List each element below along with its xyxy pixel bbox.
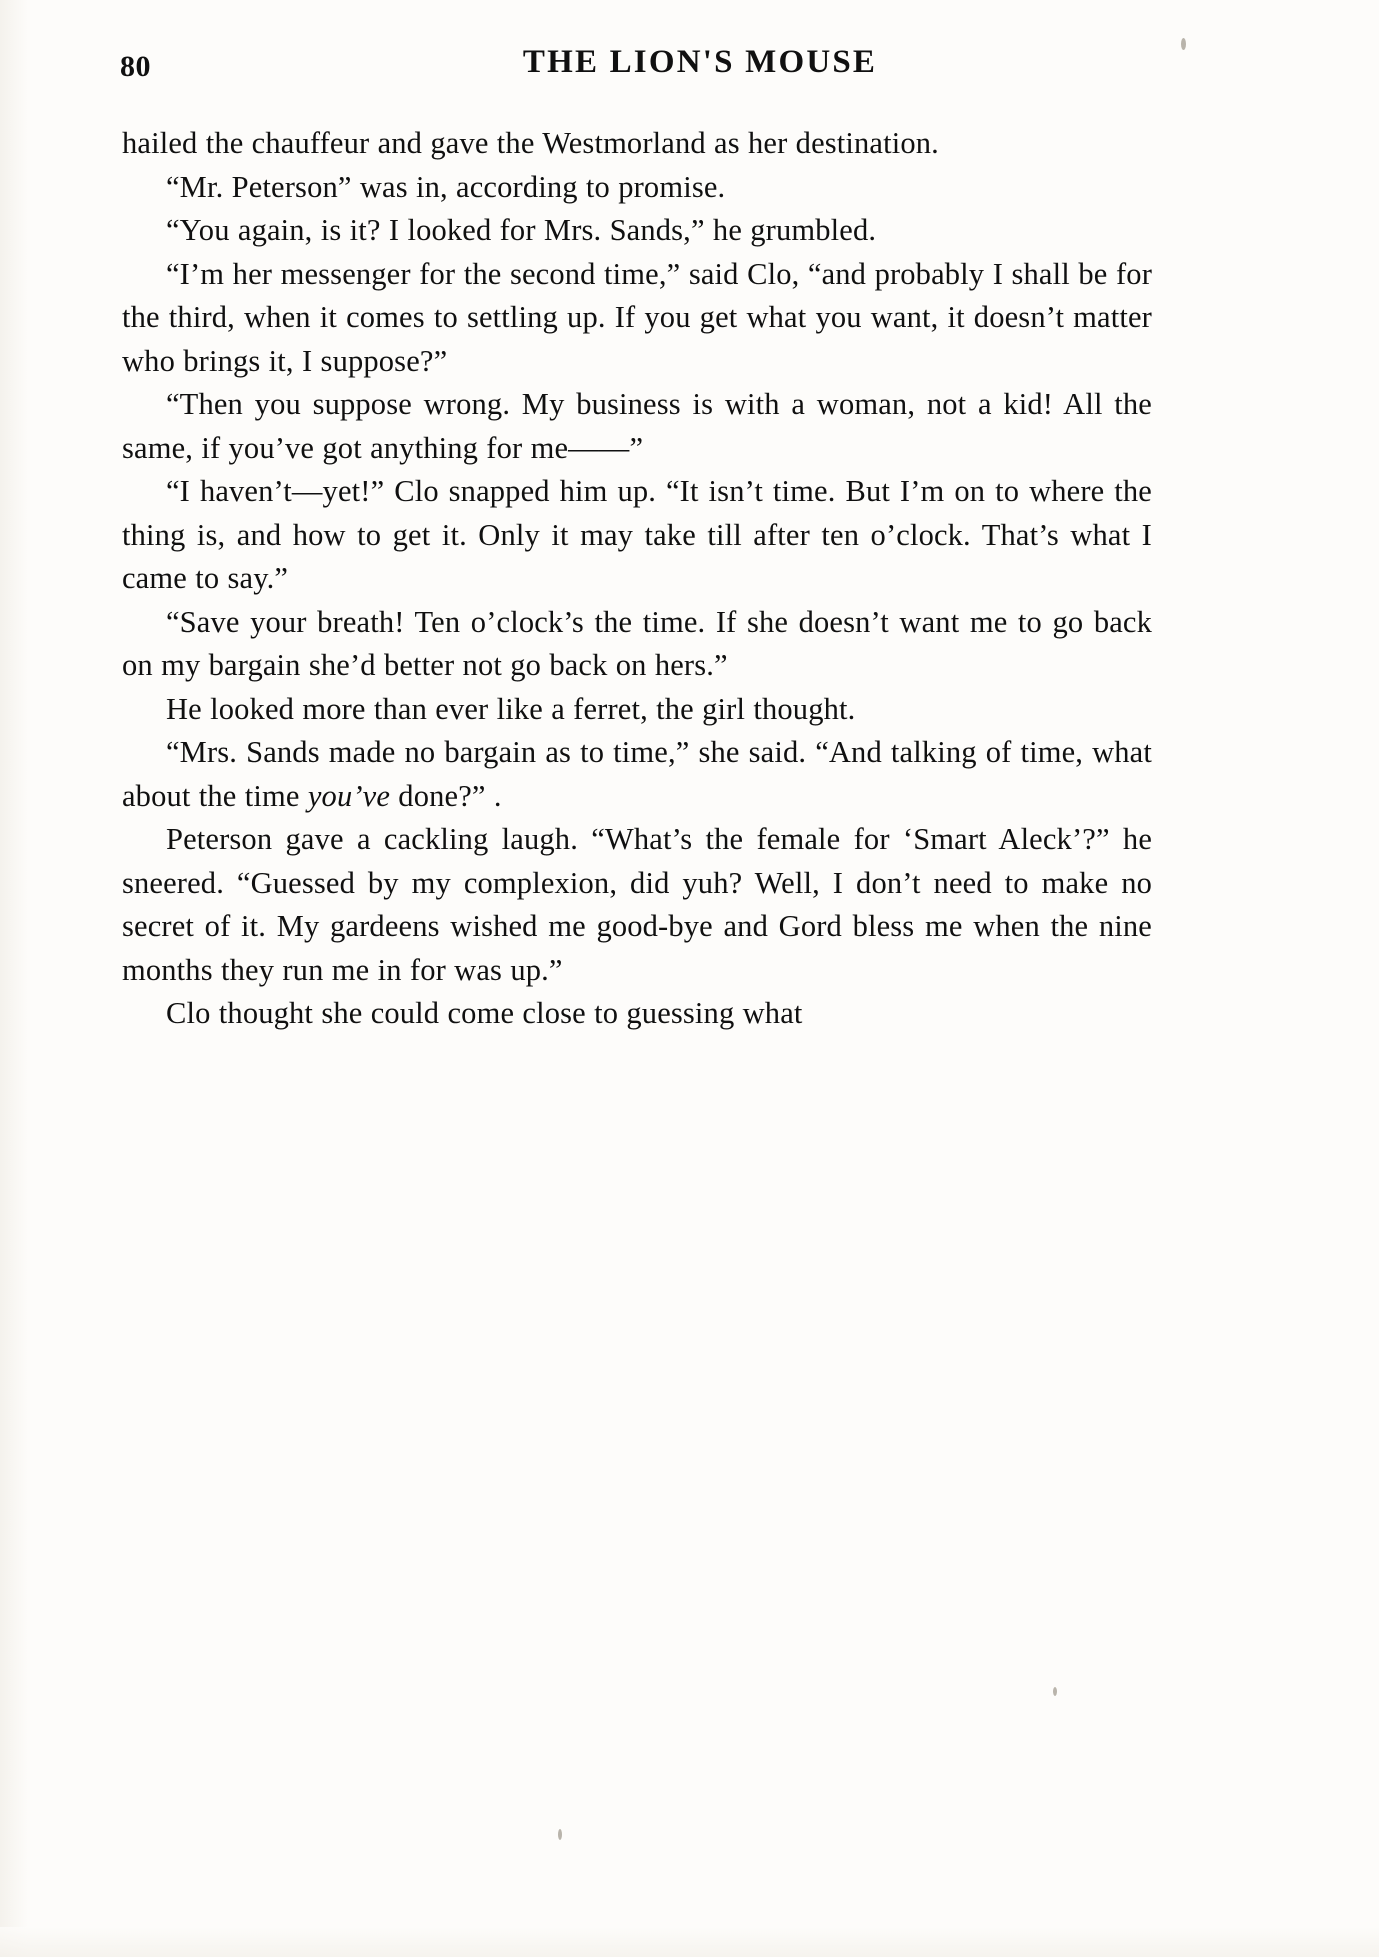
paragraph-tail: done?” . — [390, 778, 502, 813]
paragraph: He looked more than ever like a ferret, the girl thought. — [166, 691, 856, 726]
book-title-header: THE LION'S MOUSE — [522, 44, 878, 80]
paragraph: “I haven’t—yet!” Clo snapped him up. “It isn’t time. But I’m on to where the thing is, and how to get it. Only it may take till after ten o’clock. That’s what I came to say.” — [122, 474, 1152, 595]
body-text — [122, 122, 1152, 1036]
page-number: 80 — [120, 50, 151, 83]
paragraph: “Mr. Peterson” was in, according to promise. — [166, 169, 726, 204]
paragraph-lead: “Mrs. Sands made no bargain as to time,” she said. “And talking of time, what about the time — [122, 735, 1152, 813]
paragraph: hailed the chauffeur and gave the Westmorland as her destination. — [122, 126, 939, 160]
running-head — [120, 42, 1260, 92]
paragraph: “Then you suppose wrong. My business is with a woman, not a kid! All the same, if you’ve got anything for me——” — [122, 387, 1152, 465]
italic-emphasis: you’ve — [307, 778, 391, 813]
paragraph: “Save your breath! Ten o’clock’s the time. If she doesn’t want me to go back on my bargain she’d better not go back on hers.” — [122, 604, 1152, 682]
paragraph: “You again, is it? I looked for Mrs. Sands,” he grumbled. — [166, 213, 877, 247]
paragraph-with-italic — [122, 731, 1152, 818]
paragraph: Peterson gave a cackling laugh. “What’s the female for ‘Smart Aleck’?” he sneered. “Guessed by my complexion, did yuh? Well, I don’t need to make no secret of it. My gardeens wished me good-bye and Gord bless me when the nine months they run me in for was up.” — [122, 822, 1152, 987]
paragraph: Clo thought she could come close to guessing what — [166, 996, 803, 1030]
paragraph: “I’m her messenger for the second time,” said Clo, “and probably I shall be for the third, when it comes to settling up. If you get what you want, it doesn’t matter who brings it, I suppose?” — [122, 256, 1152, 378]
